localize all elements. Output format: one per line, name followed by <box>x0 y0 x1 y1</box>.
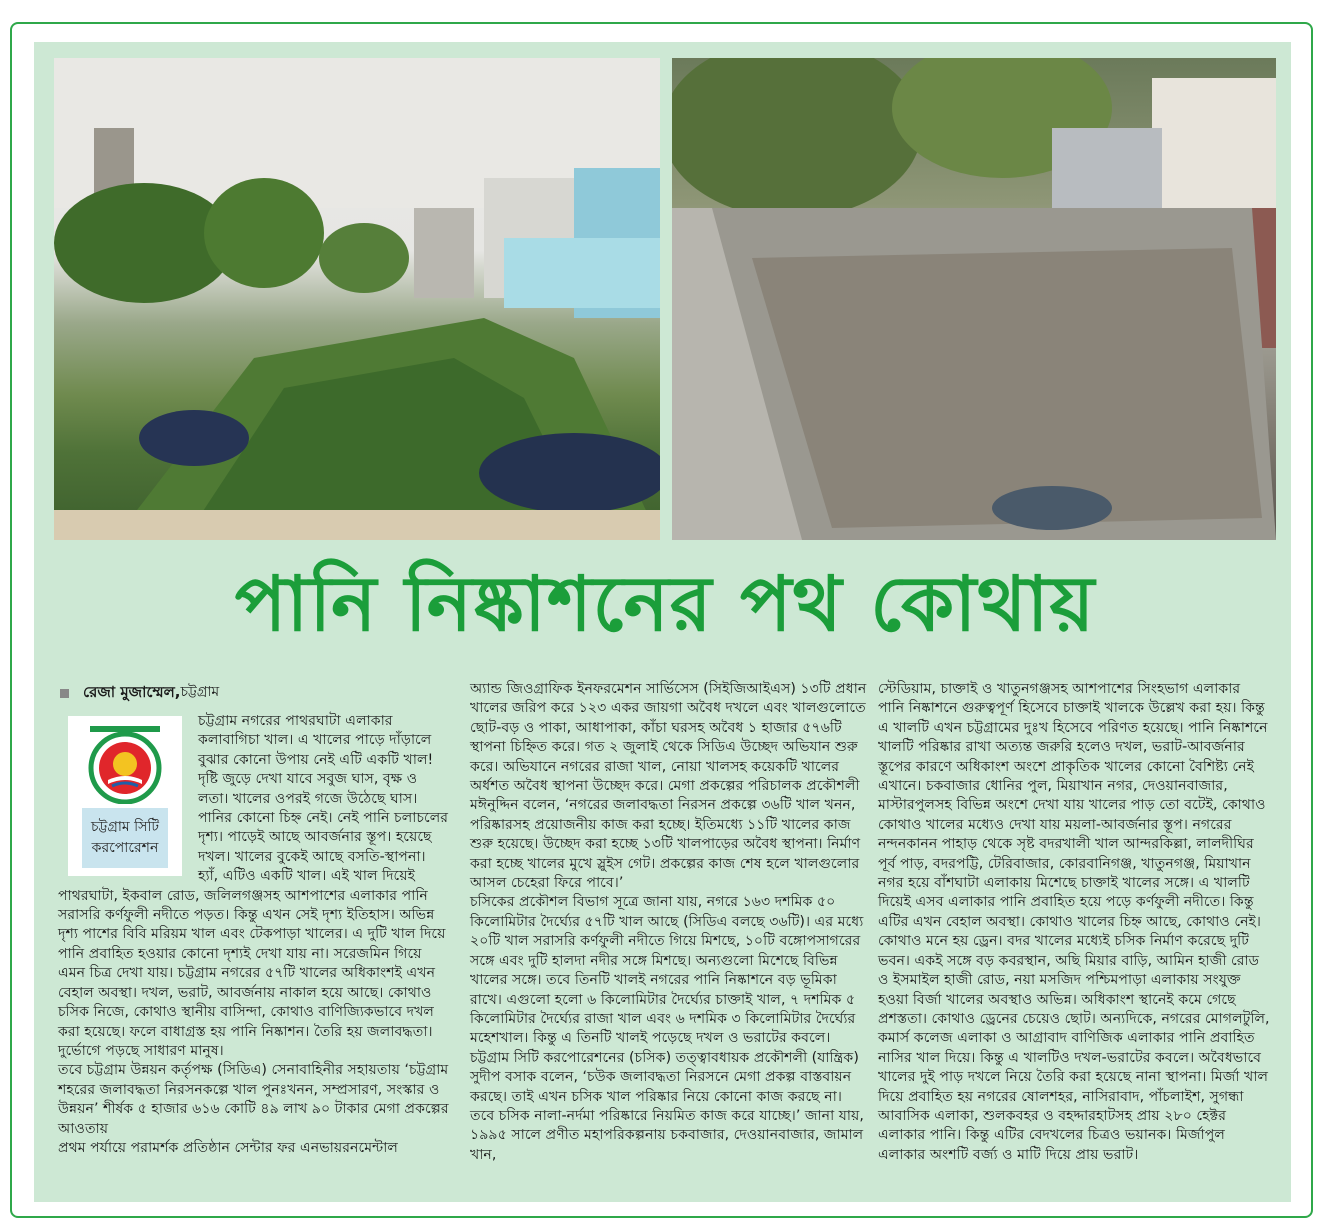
photo-garbage-canal <box>672 58 1276 540</box>
paragraph: চসিকের প্রকৌশল বিভাগ সূত্রে জানা যায়, নগরে ১৬৩ দশমিক ৫০ কিলোমিটার দৈর্ঘ্যের ৫৭টি খাল আছে (সিডিএ বলছে ৩৬টি)। এর মধ্যে ২০টি খাল সরাসরি কর্ণফুলী নদীতে গিয়ে মিশছে, ১০টি বঙ্গোপসাগরের সঙ্গে এবং দুটি হালদা নদীর সঙ্গে মিশছে। অন্যগুলো মিশেছে বিভিন্ন খালের সঙ্গে। তবে তিনটি খালই নগরের পানি নিষ্কাশনে বড় ভূমিকা রাখে। এগুলো হলো ৬ কিলোমিটার দৈর্ঘ্যের চাক্তাই খাল, ৭ দশমিক ৫ কিলোমিটার দৈর্ঘ্যের রাজা খাল এবং ৬ দশমিক ৩ কিলোমিটার দৈর্ঘ্যের মহেশখাল। কিন্তু এ তিনটি খালই পড়েছে দখল ও ভরাটের কবলে। <box>470 894 864 1047</box>
paragraph: প্রথম পর্যায়ে পরামর্শক প্রতিষ্ঠান সেন্টার ফর এনভায়রনমেন্টাল <box>58 1139 398 1156</box>
column-3 <box>878 680 1270 1165</box>
paragraph: চট্টগ্রাম সিটি করপোরেশনের (চসিক) তত্ত্বাবধায়ক প্রকৌশলী (যান্ত্রিক) সুদীপ বসাক বলেন, ‘চউক জলাবদ্ধতা নিরসনে মেগা প্রকল্প বাস্তবায়ন করছে। তাই এখন চসিক খাল পরিষ্কার নিয়ে কোনো কাজ করছে না। তবে চসিক নালা-নর্দমা পরিষ্কারে নিয়মিত কাজ করে যাচ্ছে।’ জানা যায়, ১৯৯৫ সালে প্রণীত মহাপরিকল্পনায় চকবাজার, দেওয়ানবাজার, জামাল খান, <box>470 1049 864 1163</box>
column-2 <box>470 680 868 1165</box>
paragraph: তবে চট্টগ্রাম উন্নয়ন কর্তৃপক্ষ (সিডিএ) সেনাবাহিনীর সহায়তায় ‘চট্টগ্রাম শহরের জলাবদ্ধতা নিরসনকল্পে খাল পুনঃখনন, সম্প্রসারণ, সংস্কার ও উন্নয়ন’ শীর্ষক ৫ হাজার ৬১৬ কোটি ৪৯ লাখ ৯০ টাকার মেগা প্রকল্পের আওতায় <box>58 1062 449 1137</box>
paragraph: স্টেডিয়াম, চাক্তাই ও খাতুনগঞ্জসহ আশপাশের সিংহভাগ এলাকার পানি নিষ্কাশনে গুরুত্বপূর্ণ হিসেবে চাক্তাই খালকে উল্লেখ করা হয়। কিন্তু এ খালটি এখন চট্টগ্রামের দুঃখ হিসেবে পরিণত হয়েছে। পানি নিষ্কাশনে খালটি পরিষ্কার রাখা অত্যন্ত জরুরি হলেও দখল, ভরাট-আবর্জনার স্তূপের কারণে অধিকাংশ অংশে প্রাকৃতিক খালের কোনো বৈশিষ্ট্য নেই এখানে। চকবাজার ধোনির পুল, মিয়াখান নগর, দেওয়ানবাজার, মাস্টারপুলসহ বিভিন্ন অংশে দেখা যায় খালের পাড় তো বটেই, কোথাও কোথাও খালের মধ্যেও দেখা যায় ময়লা-আবর্জনার স্তূপ। নগরের নন্দনকানন পাহাড় থেকে সৃষ্ট বদরখালী খাল আন্দরকিল্লা, লালদীঘির পূর্ব পাড়, বদরপট্টি, টেরিবাজার, কোরবানিগঞ্জ, খাতুনগঞ্জ, মিয়াখান নগর হয়ে বাঁশঘাটা এলাকায় মিশেছে চাক্তাই খালের সঙ্গে। এ খালটি দিয়েই এসব এলাকার পানি প্রবাহিত হয়ে পড়ে কর্ণফুলী নদীতে। কিন্তু এটির এখন বেহাল অবস্থা। কোথাও খালের চিহ্ন আছে, কোথাও নেই। কোথাও মনে হয় ড্রেন। বদর খালের মধ্যেই চসিক নির্মাণ করেছে দুটি ভবন। একই সঙ্গে বড় কবরস্থান, অছি মিয়ার বাড়ি, আমিন হাজী রোড ও ইসমাইল হাজী রোড, নয়া মসজিদ পশ্চিমপাড়া এলাকায় সংযুক্ত হওয়া বির্জা খালের অবস্থাও অভিন্ন। অধিকাংশ স্থানেই কমে গেছে প্রশস্ততা। কোথাও ড্রেনের চেয়েও ছোট। অন্যদিকে, নগরের মোগলটুলি, কমার্স কলেজ এলাকা ও আগ্রাবাদ বাণিজিক এলাকার পানি প্রবাহিত নাসির খাল দিয়ে। কিন্তু এ খালটিও দখল-ভরাটের কবলে। অবৈধভাবে খালের দুই পাড় দখলে নিয়ে তৈরি করা হয়েছে নানা স্থাপনা। মির্জা খাল দিয়ে প্রবাহিত হয় নগরের ষোলশহর, নাসিরাবাদ, পাঁচলাইশ, সুগন্ধা আবাসিক এলাকা, শুলকবহর ও বহদ্দারহাটসহ প্রায় ২৮০ হেক্টর এলাকার পানি। কিন্তু এটির বেদখলের চিত্রও ভয়ানক। মির্জাপুল এলাকার অংশটি বর্জ্য ও মাটি দিয়ে প্রায় ভরাট। <box>878 681 1270 1163</box>
headline: পানি নিষ্কাশনের পথ কোথায় <box>234 559 1096 648</box>
paragraph: অ্যান্ড জিওগ্রাফিক ইনফরমেশন সার্ভিসেস (সিইজিআইএস) ১৩টি প্রধান খালের জরিপ করে ১২৩ একর জায়গা অবৈধ দখলে এবং খালগুলোতে ছোট-বড় ও পাকা, আধাপাকা, কাঁচা ঘরসহ অবৈধ ১ হাজার ৫৭৬টি স্থাপনা চিহ্নিত করে। গত ২ জুলাই থেকে সিডিএ উচ্ছেদ অভিযান শুরু করে। অভিযানে নগরের রাজা খাল, নোয়া খালসহ কয়েকটি খালের অর্ধশত অবৈধ স্থাপনা উচ্ছেদ করে। মেগা প্রকল্পের পরিচালক প্রকৌশলী মঈনুদ্দিন বলেন, ‘নগরের জলাবদ্ধতা নিরসন প্রকল্পে ৩৬টি খাল খনন, পরিষ্কারসহ প্রয়োজনীয় কাজ করা হচ্ছে। ইতিমধ্যে ১১টি খালের কাজ শুরু হয়েছে। উচ্ছেদ করা হচ্ছে ১৩টি খালপাড়ের অবৈধ স্থাপনা। নির্মাণ করা হচ্ছে খালের মুখে স্লুইস গেট। প্রকল্পের কাজ শেষ হলে খালগুলোর আসল চেহেরা ফিরে পাবে।’ <box>470 681 867 892</box>
bullet-square-icon <box>60 689 69 698</box>
paragraph: চট্টগ্রাম নগরের পাথরঘাটা এলাকার কলাবাগিচা খাল। এ খালের পাড়ে দাঁড়ালে বুঝার কোনো উপায় নেই এটি একটি খাল! দৃষ্টি জুড়ে দেখা যাবে সবুজ ঘাস, বৃক্ষ ও লতা। খালের ওপরই গজে উঠেছে ঘাস। পানির কোনো চিহ্ন নেই। নেই পানি চলাচলের দৃশ্য। পাড়েই আছে আবর্জনার স্তূপ। হয়েছে দখল। খালের বুকেই আছে বসতি-স্থাপনা। হ্যাঁ, এটিও একটি খাল। এই খাল দিয়েই পাথরঘাটা, ইকবাল রোড, জলিলগঞ্জসহ আশপাশের এলাকার পানি সরাসরি কর্ণফুলী নদীতে পড়ত। কিন্তু এখন সেই দৃশ্য ইতিহাস। অভিন্ন দৃশ্য পাশের বিবি মরিয়ম খাল এবং টেকপাড়া খালের। এ দুটি খাল দিয়ে পানি প্রবাহিত হওয়ার কোনো দৃশ্যই দেখা যায় না। সরেজমিন গিয়ে এমন চিত্র দেখা যায়। চট্টগ্রাম নগরের ৫৭টি খালের অধিকাংশই এখন বেহাল অবস্থা। দখল, ভরাট, আবর্জনায় নাকাল হয়ে আছে। কোথাও চসিক নিজে, কোথাও স্থানীয় বাসিন্দা, কোথাও বাণিজ্যিকভাবে দখল করা হয়েছে। ফলে বাধাগ্রস্ত হয় পানি নিষ্কাশন। তৈরি হয় জলাবদ্ধতা। দুর্ভোগে পড়ছে সাধারণ মানুষ। <box>58 713 449 1059</box>
column-1 <box>58 680 450 1158</box>
city-corporation-seal-icon <box>84 722 166 804</box>
logo-caption: চট্টগ্রাম সিটি করপোরেশন <box>82 808 168 868</box>
byline-author: রেজা মুজাম্মেল, <box>83 683 181 702</box>
corporation-logo <box>68 716 182 876</box>
photo-overgrown-canal <box>54 58 660 540</box>
byline-place: চট্টগ্রাম <box>180 684 220 701</box>
byline <box>58 680 450 706</box>
